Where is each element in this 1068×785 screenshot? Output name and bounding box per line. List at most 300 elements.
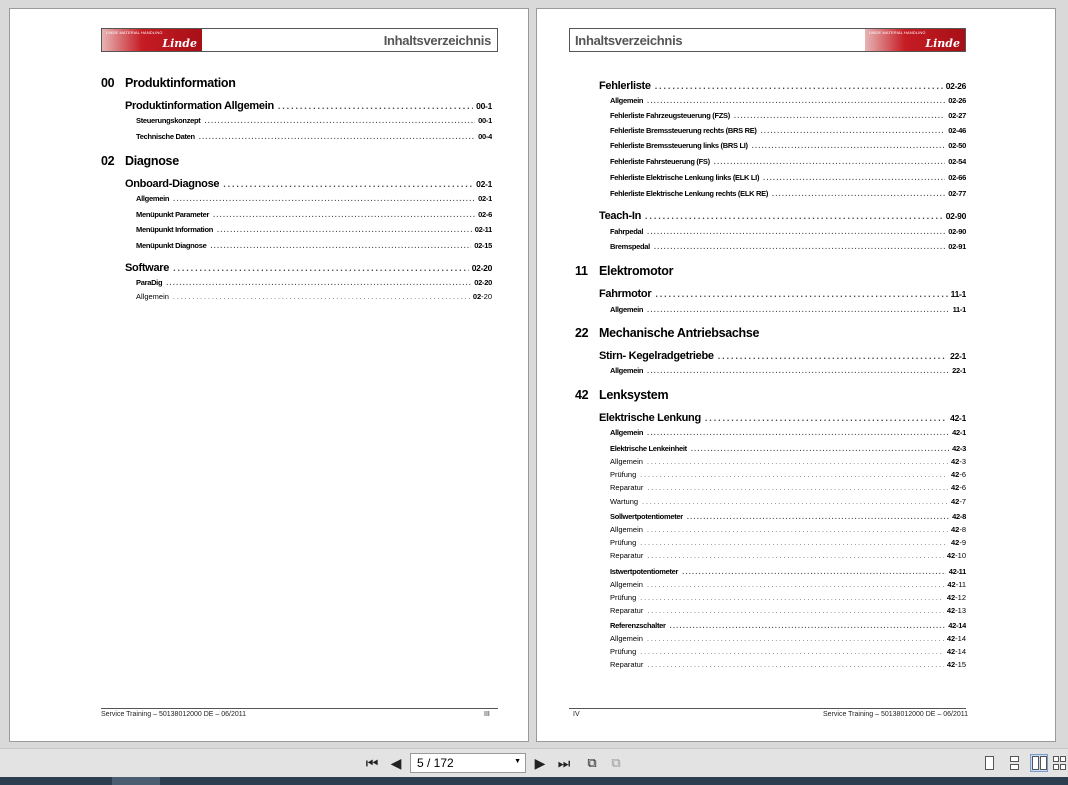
toc-page: 20 [483, 292, 492, 301]
toc-page-number [473, 101, 492, 111]
toc-entry-label: Fehlerliste Elektrische Lenkung links (ELK LI) [610, 173, 760, 182]
toc-separator: - [956, 227, 959, 236]
toc-page-number [943, 211, 966, 221]
toc-page: 1 [961, 289, 966, 299]
toc-chapter: 02 [474, 241, 483, 250]
toc-page-number [944, 606, 966, 615]
toc-entry[interactable] [136, 194, 492, 203]
toc-chapter: 02 [474, 225, 483, 234]
toc-entry[interactable] [599, 350, 966, 362]
toc-leader-dots [647, 636, 944, 643]
toc-separator: - [954, 211, 958, 221]
toc-separator: - [959, 457, 962, 466]
toc-chapter: 42 [946, 660, 956, 669]
toc-entry[interactable] [610, 497, 966, 506]
toc-page: 7 [961, 497, 966, 506]
toc-page-number [944, 634, 966, 643]
toc-leader-dots [166, 280, 471, 287]
toc-separator: - [956, 141, 959, 150]
section-number: 42 [575, 388, 589, 402]
toc-page: 1 [961, 413, 966, 423]
toc-leader-dots [752, 143, 946, 150]
toc-leader-dots [647, 459, 948, 466]
toc-entry[interactable] [610, 538, 966, 547]
toc-chapter: 02 [945, 211, 955, 221]
toc-page: 10 [957, 551, 966, 560]
single-page-view-icon[interactable] [980, 754, 998, 772]
footer-page-number: IV [573, 711, 580, 718]
toc-page: 14 [958, 621, 966, 630]
toc-entry[interactable] [599, 288, 966, 300]
toc-page: 3 [961, 457, 966, 466]
header-title: Inhaltsverzeichnis [575, 33, 683, 48]
toc-page: 3 [962, 444, 966, 453]
section-title: Mechanische Antriebsachse [599, 326, 760, 340]
toc-chapter: 42 [950, 483, 960, 492]
toc-leader-dots [687, 514, 949, 521]
toc-entry-label: Sollwertpotentiometer [610, 512, 683, 521]
toc-entry-label: Wartung [610, 497, 639, 506]
next-page-icon[interactable]: ▶ [534, 754, 546, 771]
toc-entry-label: Elektrische Lenkeinheit [610, 444, 687, 453]
toc-entry[interactable] [599, 210, 966, 222]
toc-page-number [469, 263, 492, 273]
toc-leader-dots [647, 229, 945, 236]
toc-separator: - [959, 512, 963, 521]
toc-separator: - [956, 96, 959, 105]
toc-leader-dots [682, 569, 946, 576]
continuous-view-icon[interactable] [1005, 754, 1023, 772]
toc-entry[interactable] [610, 512, 966, 521]
toc-entry[interactable] [610, 593, 966, 602]
toc-separator: - [485, 101, 488, 111]
toc-separator: - [956, 189, 959, 198]
toc-leader-dots [640, 595, 944, 602]
toc-leader-dots [647, 307, 949, 314]
toc-chapter: 02 [478, 194, 486, 203]
toc-page-number [943, 81, 966, 91]
toc-page: 20 [483, 263, 492, 273]
toc-page-number [949, 366, 966, 375]
toc-page-number [945, 621, 966, 630]
toc-leader-dots [640, 540, 948, 547]
toc-leader-dots [640, 472, 948, 479]
toc-separator: - [959, 428, 963, 437]
toc-leader-dots [670, 623, 946, 630]
toc-chapter: 42 [946, 551, 956, 560]
toc-page: 1 [962, 428, 966, 437]
toc-leader-dots [763, 175, 945, 182]
toc-leader-dots [647, 527, 948, 534]
toc-chapter: 02 [948, 111, 957, 120]
toc-separator: - [959, 413, 962, 423]
toc-separator: - [481, 292, 484, 301]
toc-page: 14 [957, 647, 966, 656]
toc-page: 11 [958, 567, 966, 576]
toc-entry-label: Fahrmotor [599, 288, 652, 300]
toc-chapter: 42 [946, 606, 956, 615]
toc-page-number [472, 225, 492, 234]
toc-leader-dots [278, 101, 473, 111]
toc-page: 15 [484, 241, 492, 250]
toc-leader-dots [647, 98, 945, 105]
toc-entry[interactable] [610, 157, 966, 166]
section-title: Produktinformation [125, 76, 236, 90]
viewer-toolbar [0, 748, 1068, 777]
toc-chapter: 42 [950, 525, 960, 534]
toc-page-number [950, 305, 966, 314]
toc-entry-label: Fehlerliste Fahrzeugsteuerung (FZS) [610, 111, 730, 120]
toc-entry[interactable] [610, 621, 966, 630]
toc-chapter: 02 [472, 292, 482, 301]
first-page-icon[interactable]: ⏮ [365, 754, 379, 771]
toc-entry[interactable] [610, 457, 966, 466]
toc-leader-dots [647, 608, 943, 615]
toc-page-number [944, 551, 966, 560]
toc-entry[interactable] [610, 525, 966, 534]
toc-entry-label: Fehlerliste Bremssteuerung links (BRS LI) [610, 141, 748, 150]
toc-leader-dots [691, 446, 949, 453]
toc-entry[interactable] [610, 126, 966, 135]
toc-chapter: 02 [948, 126, 957, 135]
footer-divider [101, 708, 498, 709]
toc-leader-dots [223, 179, 473, 189]
toc-page: 46 [958, 126, 966, 135]
toc-entry-label: Prüfung [610, 470, 637, 479]
toc-entry-label: Fehlerliste Bremssteuerung rechts (BRS RE) [610, 126, 757, 135]
toc-separator: - [959, 525, 962, 534]
footer-left: Service Training – 50138012000 DE – 06/2011 [101, 711, 247, 718]
toc-page-number [949, 428, 966, 437]
linde-logo [102, 29, 202, 51]
toc-page-number [946, 567, 966, 576]
linde-logo [865, 29, 965, 51]
toc-page-number [945, 157, 966, 166]
toc-entry-label: Allgemein [136, 194, 170, 203]
toc-leader-dots [645, 211, 943, 221]
toc-page-number [947, 413, 966, 423]
toc-leader-dots [205, 118, 476, 125]
toc-entry[interactable] [610, 647, 966, 656]
toc-page: 15 [957, 660, 966, 669]
toc-entry[interactable] [610, 444, 966, 453]
toc-page: 6 [961, 483, 966, 492]
toc-page-number [945, 141, 966, 150]
two-page-view-icon[interactable] [1030, 754, 1048, 772]
toc-entry[interactable] [125, 100, 492, 112]
toc-entry-label: Istwertpotentiometer [610, 567, 679, 576]
toc-leader-dots [647, 582, 944, 589]
toc-chapter: 02 [948, 189, 957, 198]
toc-page: 4 [488, 132, 492, 141]
logo-wordmark: Linde [925, 37, 960, 50]
toc-page: 8 [961, 525, 966, 534]
toc-chapter: 42 [952, 512, 960, 521]
toc-entry[interactable] [136, 241, 492, 250]
toc-page-number [473, 179, 492, 189]
toc-page: 20 [484, 278, 492, 287]
toc-entry-label: Produktinformation Allgemein [125, 100, 274, 112]
section-heading [575, 388, 668, 402]
toc-page: 1 [962, 305, 966, 314]
toc-entry[interactable] [136, 210, 492, 219]
toc-entry[interactable] [125, 262, 492, 274]
copy-page-icon[interactable]: ⧉ [611, 755, 621, 770]
toc-leader-dots [173, 263, 469, 273]
toc-entry[interactable] [610, 483, 966, 492]
taskbar [0, 777, 1068, 785]
toc-separator: - [959, 444, 963, 453]
toc-page: 1 [488, 194, 492, 203]
logo-wordmark: Linde [162, 37, 197, 50]
toc-entry-label: Software [125, 262, 170, 274]
toc-page: 1 [487, 101, 492, 111]
toc-chapter: 22 [950, 351, 960, 361]
last-page-icon[interactable]: ⏭ [557, 754, 571, 771]
toc-page: 13 [957, 606, 966, 615]
toc-page-number [945, 111, 966, 120]
toc-separator: - [956, 157, 959, 166]
toc-entry-label: Reparatur [610, 551, 644, 560]
taskbar-item[interactable] [112, 777, 160, 785]
toc-entry-label: Elektrische Lenkung [599, 412, 701, 424]
toc-page-number [471, 241, 492, 250]
toc-entry[interactable] [610, 660, 966, 669]
toc-chapter: 42 [950, 457, 960, 466]
toc-page-number [945, 227, 966, 236]
toc-separator: - [956, 173, 959, 182]
toc-separator: - [485, 210, 489, 219]
toc-separator: - [955, 647, 958, 656]
toc-leader-dots [647, 553, 943, 560]
toc-entry[interactable] [610, 227, 966, 236]
toc-entry[interactable] [610, 305, 966, 314]
toc-separator: - [959, 538, 962, 547]
toc-page-number [945, 189, 966, 198]
toc-separator: - [956, 126, 959, 135]
toc-chapter: 00 [476, 101, 486, 111]
page-iv [536, 8, 1056, 742]
toc-page: 77 [958, 189, 966, 198]
toc-entry-label: Teach-In [599, 210, 642, 222]
toc-entry-label: Allgemein [136, 292, 169, 301]
toc-entry[interactable] [610, 428, 966, 437]
toc-page-number [945, 126, 966, 135]
toc-page: 6 [961, 470, 966, 479]
toc-page: 6 [488, 210, 492, 219]
toc-separator: - [955, 634, 958, 643]
previous-page-icon[interactable]: ◀ [390, 754, 402, 771]
toc-page-number [945, 242, 966, 251]
toc-entry-label: Fehlerliste Elektrische Lenkung rechts (ELK RE) [610, 189, 769, 198]
footer-divider [569, 708, 966, 709]
toc-page: 11 [484, 225, 492, 234]
logo-tagline: LINDE MATERIAL HANDLING [106, 30, 163, 35]
toc-entry-label: Allgemein [610, 428, 644, 437]
toc-entry-label: Allgemein [610, 580, 643, 589]
toc-leader-dots [718, 351, 947, 361]
toc-page: 11 [958, 580, 966, 589]
toc-separator: - [485, 116, 489, 125]
toc-page: 1 [488, 116, 492, 125]
toc-entry-label: Allgemein [610, 96, 644, 105]
toc-chapter: 42 [950, 413, 960, 423]
toc-page-number [948, 483, 966, 492]
toc-page-number [475, 210, 492, 219]
toc-page-number [944, 647, 966, 656]
toc-leader-dots [772, 191, 945, 198]
toc-entry-label: Referenzschalter [610, 621, 666, 630]
rotate-page-icon[interactable]: ⧉ [587, 755, 597, 770]
footer-page-number: III [484, 711, 490, 718]
toc-entry-label: Bremspedal [610, 242, 650, 251]
toc-chapter: 42 [948, 567, 957, 576]
logo-tagline: LINDE MATERIAL HANDLING [869, 30, 926, 35]
toc-entry[interactable] [136, 132, 492, 141]
toc-page: 8 [962, 512, 966, 521]
toc-chapter: 11 [950, 289, 960, 299]
toc-separator: - [485, 132, 489, 141]
toc-chapter: 02 [948, 96, 957, 105]
toc-entry[interactable] [610, 634, 966, 643]
toc-entry[interactable] [136, 116, 492, 125]
toc-entry[interactable] [136, 225, 492, 234]
toc-entry-label: Menüpunkt Information [136, 225, 214, 234]
toc-entry-label: ParaDig [136, 278, 163, 287]
section-heading [101, 76, 236, 90]
toc-page: 54 [958, 157, 966, 166]
toc-chapter: 00 [478, 132, 486, 141]
toc-page-number [948, 289, 966, 299]
section-heading [575, 264, 673, 278]
toc-page: 1 [487, 179, 492, 189]
toc-chapter: 02 [948, 141, 957, 150]
toc-page: 14 [957, 634, 966, 643]
toc-entry[interactable] [610, 606, 966, 615]
toc-chapter: 02 [945, 81, 955, 91]
two-page-continuous-view-icon[interactable] [1051, 754, 1068, 772]
toc-separator: - [959, 470, 962, 479]
toc-entry[interactable] [610, 141, 966, 150]
toc-entry[interactable] [610, 242, 966, 251]
toc-separator: - [959, 289, 962, 299]
toc-entry[interactable] [610, 551, 966, 560]
section-heading [575, 326, 759, 340]
page-header [101, 28, 498, 52]
toc-page-number [945, 96, 966, 105]
toc-page-number [947, 351, 966, 361]
toc-page: 91 [958, 242, 966, 251]
toc-chapter: 02 [948, 173, 957, 182]
toc-chapter: 42 [948, 621, 957, 630]
toc-entry[interactable] [610, 580, 966, 589]
toc-leader-dots [173, 294, 470, 301]
toc-entry[interactable] [610, 111, 966, 120]
toc-page-number [944, 593, 966, 602]
toc-page-number [471, 278, 492, 287]
toc-page: 26 [957, 81, 966, 91]
toc-page-number [475, 194, 492, 203]
toc-leader-dots [714, 159, 946, 166]
toc-leader-dots [642, 499, 948, 506]
section-number: 00 [101, 76, 115, 90]
toc-separator: - [956, 621, 959, 630]
toc-entry-label: Prüfung [610, 593, 637, 602]
toc-chapter: 22 [952, 366, 960, 375]
toc-separator: - [959, 366, 963, 375]
toc-chapter: 42 [946, 634, 956, 643]
toc-leader-dots [647, 430, 949, 437]
toc-page-number [944, 660, 966, 669]
toc-page-number [475, 116, 492, 125]
toc-entry[interactable] [610, 173, 966, 182]
toc-chapter: 00 [478, 116, 486, 125]
toc-page: 9 [961, 538, 966, 547]
section-number: 22 [575, 326, 589, 340]
toc-chapter: 02 [948, 242, 957, 251]
toc-entry-label: Reparatur [610, 483, 644, 492]
toc-chapter: 02 [948, 227, 957, 236]
page-indicator: 5 / 172 [417, 756, 454, 770]
toc-entry[interactable] [610, 567, 966, 576]
toc-entry-label: Prüfung [610, 538, 637, 547]
toc-entry[interactable] [610, 189, 966, 198]
toc-leader-dots [654, 244, 945, 251]
toc-page: 26 [958, 96, 966, 105]
toc-leader-dots [655, 289, 947, 299]
toc-entry[interactable] [599, 412, 966, 424]
toc-entry[interactable] [136, 278, 492, 287]
toc-entry[interactable] [610, 470, 966, 479]
toc-page: 1 [962, 366, 966, 375]
toc-entry-label: Fehlerliste Fahrsteuerung (FS) [610, 157, 710, 166]
toc-page: 90 [958, 227, 966, 236]
toc-leader-dots [705, 413, 947, 423]
toc-page: 66 [958, 173, 966, 182]
toc-page: 27 [958, 111, 966, 120]
header-title: Inhaltsverzeichnis [383, 33, 491, 48]
toc-chapter: 42 [952, 444, 960, 453]
section-title: Lenksystem [599, 388, 669, 402]
section-title: Elektromotor [599, 264, 674, 278]
toc-entry[interactable] [125, 178, 492, 190]
section-number: 02 [101, 154, 115, 168]
toc-separator: - [955, 660, 958, 669]
chevron-down-icon[interactable]: ▼ [514, 758, 521, 765]
toc-chapter: 02 [948, 157, 957, 166]
section-title: Diagnose [125, 154, 179, 168]
toc-entry[interactable] [599, 80, 966, 92]
toc-leader-dots [655, 81, 943, 91]
toc-entry-label: Allgemein [610, 305, 644, 314]
page-number-select[interactable] [410, 753, 526, 773]
toc-chapter: 02 [474, 278, 483, 287]
toc-entry[interactable] [610, 366, 966, 375]
toc-entry-label: Onboard-Diagnose [125, 178, 220, 190]
toc-entry-label: Allgemein [610, 366, 644, 375]
toc-entry-label: Fehlerliste [599, 80, 651, 92]
toc-separator: - [956, 242, 959, 251]
toc-entry[interactable] [610, 96, 966, 105]
toc-separator: - [959, 483, 962, 492]
toc-page-number [945, 173, 966, 182]
toc-page: 90 [957, 211, 966, 221]
toc-chapter: 42 [946, 647, 956, 656]
toc-entry[interactable] [136, 292, 492, 301]
toc-entry-label: Allgemein [610, 634, 643, 643]
toc-chapter: 42 [952, 428, 960, 437]
toc-leader-dots [640, 649, 944, 656]
